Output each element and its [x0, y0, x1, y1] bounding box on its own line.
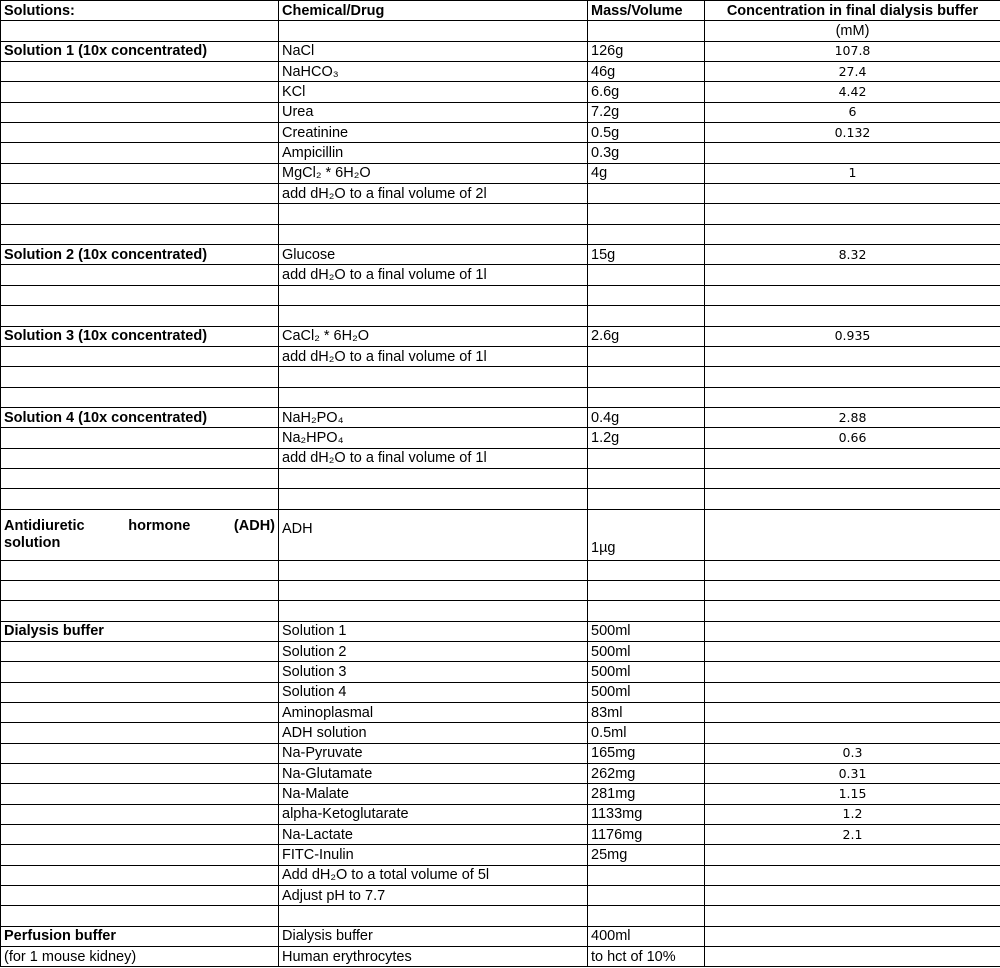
- concentration-cell: [705, 703, 1000, 723]
- solution-cell: [1, 265, 279, 285]
- table-row: [1, 947, 1000, 967]
- table-cell: [588, 21, 705, 41]
- table-row: [1, 641, 1000, 661]
- mass-cell: [588, 580, 705, 600]
- table-body-solutions: [1, 41, 1000, 509]
- concentration-cell: [705, 601, 1000, 621]
- concentration-cell: [705, 346, 1000, 366]
- header-concentration: Concentration in final dialysis buffer: [705, 1, 1000, 21]
- chemical-cell: NaHCO₃: [279, 62, 588, 82]
- solution-cell: [1, 306, 279, 326]
- table-row: [1, 468, 1000, 488]
- solution-cell: [1, 865, 279, 885]
- solution-cell: Solution 1 (10x concentrated): [1, 41, 279, 61]
- concentration-cell: 4.42: [705, 82, 1000, 102]
- solution-cell: [1, 82, 279, 102]
- chemical-cell: [279, 601, 588, 621]
- header-row: [1, 1, 1000, 21]
- solution-cell: [1, 143, 279, 163]
- chemical-cell: [279, 489, 588, 509]
- chemical-cell: [279, 224, 588, 244]
- table-row: [1, 163, 1000, 183]
- solution-cell: [1, 367, 279, 387]
- table-row: [1, 886, 1000, 906]
- mass-cell: 4g: [588, 163, 705, 183]
- mass-cell: [588, 468, 705, 488]
- solution-cell: [1, 682, 279, 702]
- solution-cell: [1, 489, 279, 509]
- table-row: [1, 723, 1000, 743]
- solution-cell: [1, 204, 279, 224]
- concentration-cell: [705, 865, 1000, 885]
- table-row: [1, 184, 1000, 204]
- chemical-cell: Glucose: [279, 245, 588, 265]
- table-row: [1, 825, 1000, 845]
- table-row: [1, 407, 1000, 427]
- table-row: [1, 580, 1000, 600]
- solution-cell: [1, 580, 279, 600]
- adh-mass: 1µg: [588, 509, 705, 560]
- mass-cell: 500ml: [588, 662, 705, 682]
- concentration-cell: [705, 723, 1000, 743]
- mass-cell: 0.4g: [588, 407, 705, 427]
- concentration-cell: [705, 204, 1000, 224]
- chemical-cell: Adjust pH to 7.7: [279, 886, 588, 906]
- mass-cell: [588, 387, 705, 407]
- mass-cell: [588, 224, 705, 244]
- mass-cell: 0.3g: [588, 143, 705, 163]
- mass-cell: 7.2g: [588, 102, 705, 122]
- mass-cell: [588, 448, 705, 468]
- concentration-cell: 1: [705, 163, 1000, 183]
- solution-cell: (for 1 mouse kidney): [1, 947, 279, 967]
- header-chemical: Chemical/Drug: [279, 1, 588, 21]
- concentration-cell: [705, 285, 1000, 305]
- chemical-cell: Human erythrocytes: [279, 947, 588, 967]
- table-row: [1, 387, 1000, 407]
- chemical-cell: Na-Pyruvate: [279, 743, 588, 763]
- chemical-cell: add dH₂O to a final volume of 2l: [279, 184, 588, 204]
- table-row: [1, 62, 1000, 82]
- chemical-cell: Solution 2: [279, 641, 588, 661]
- mass-cell: to hct of 10%: [588, 947, 705, 967]
- mass-cell: 25mg: [588, 845, 705, 865]
- table-row: [1, 601, 1000, 621]
- solution-cell: [1, 662, 279, 682]
- header-solutions: Solutions:: [1, 1, 279, 21]
- concentration-cell: [705, 641, 1000, 661]
- table-row: [1, 804, 1000, 824]
- table-row: [1, 764, 1000, 784]
- table-row: [1, 489, 1000, 509]
- mass-cell: [588, 285, 705, 305]
- adh-label-line2: solution: [4, 534, 61, 551]
- mass-cell: 2.6g: [588, 326, 705, 346]
- mass-cell: [588, 601, 705, 621]
- chemical-cell: NaCl: [279, 41, 588, 61]
- chemical-cell: add dH₂O to a final volume of 1l: [279, 346, 588, 366]
- concentration-cell: [705, 682, 1000, 702]
- solution-cell: [1, 224, 279, 244]
- mass-cell: 83ml: [588, 703, 705, 723]
- chemical-cell: Na-Glutamate: [279, 764, 588, 784]
- mass-cell: [588, 306, 705, 326]
- concentration-cell: 1.2: [705, 804, 1000, 824]
- table-row: [1, 428, 1000, 448]
- mass-cell: [588, 265, 705, 285]
- table-row-adh: [1, 509, 1000, 560]
- mass-cell: 0.5g: [588, 123, 705, 143]
- unit-row: [1, 21, 1000, 41]
- mass-cell: 1176mg: [588, 825, 705, 845]
- solution-cell: [1, 448, 279, 468]
- solution-cell: [1, 723, 279, 743]
- solution-cell: [1, 123, 279, 143]
- chemical-cell: [279, 204, 588, 224]
- solution-cell: Solution 2 (10x concentrated): [1, 245, 279, 265]
- concentration-cell: 1.15: [705, 784, 1000, 804]
- adh-solution-label: [1, 509, 279, 560]
- chemical-cell: add dH₂O to a final volume of 1l: [279, 265, 588, 285]
- chemical-cell: [279, 387, 588, 407]
- concentration-cell: 6: [705, 102, 1000, 122]
- chemical-cell: ADH solution: [279, 723, 588, 743]
- solution-cell: [1, 906, 279, 926]
- concentration-cell: [705, 224, 1000, 244]
- concentration-cell: [705, 580, 1000, 600]
- table-row: [1, 662, 1000, 682]
- concentration-cell: 0.31: [705, 764, 1000, 784]
- table-row: [1, 143, 1000, 163]
- concentration-cell: [705, 886, 1000, 906]
- concentration-cell: 0.66: [705, 428, 1000, 448]
- mass-cell: 15g: [588, 245, 705, 265]
- concentration-cell: [705, 184, 1000, 204]
- concentration-cell: [705, 947, 1000, 967]
- table-row: [1, 448, 1000, 468]
- table-row: [1, 682, 1000, 702]
- chemical-cell: Solution 3: [279, 662, 588, 682]
- chemical-cell: NaH₂PO₄: [279, 407, 588, 427]
- adh-chemical: ADH: [279, 509, 588, 560]
- mass-cell: 400ml: [588, 926, 705, 946]
- mass-cell: 500ml: [588, 641, 705, 661]
- chemical-cell: CaCl₂ * 6H₂O: [279, 326, 588, 346]
- solution-cell: [1, 703, 279, 723]
- mass-cell: [588, 560, 705, 580]
- adh-concentration: [705, 509, 1000, 560]
- table-row: [1, 703, 1000, 723]
- chemical-cell: alpha-Ketoglutarate: [279, 804, 588, 824]
- solution-cell: [1, 428, 279, 448]
- table-row: [1, 245, 1000, 265]
- concentration-cell: [705, 143, 1000, 163]
- solution-cell: [1, 886, 279, 906]
- table-row: [1, 123, 1000, 143]
- chemical-cell: Na₂HPO₄: [279, 428, 588, 448]
- chemical-cell: [279, 560, 588, 580]
- mass-cell: 126g: [588, 41, 705, 61]
- table-row: [1, 865, 1000, 885]
- mass-cell: 1.2g: [588, 428, 705, 448]
- table-row: [1, 285, 1000, 305]
- chemical-cell: [279, 285, 588, 305]
- solution-cell: [1, 346, 279, 366]
- table-row: [1, 743, 1000, 763]
- concentration-cell: 8.32: [705, 245, 1000, 265]
- table-row: [1, 326, 1000, 346]
- solution-cell: [1, 163, 279, 183]
- table-row: [1, 906, 1000, 926]
- chemical-cell: Na-Lactate: [279, 825, 588, 845]
- chemical-cell: Aminoplasmal: [279, 703, 588, 723]
- solution-cell: [1, 601, 279, 621]
- table-row: [1, 82, 1000, 102]
- concentration-cell: 0.132: [705, 123, 1000, 143]
- table-row: [1, 102, 1000, 122]
- mass-cell: [588, 204, 705, 224]
- solution-cell: [1, 468, 279, 488]
- chemical-cell: Ampicillin: [279, 143, 588, 163]
- concentration-cell: [705, 621, 1000, 641]
- table-row: [1, 224, 1000, 244]
- adh-label-line1: Antidiuretic hormone (ADH): [4, 517, 275, 534]
- chemical-cell: Na-Malate: [279, 784, 588, 804]
- concentration-cell: [705, 906, 1000, 926]
- concentration-cell: [705, 845, 1000, 865]
- concentration-cell: 2.1: [705, 825, 1000, 845]
- solution-cell: [1, 102, 279, 122]
- mass-cell: 281mg: [588, 784, 705, 804]
- solution-cell: Dialysis buffer: [1, 621, 279, 641]
- header-unit: (mM): [705, 21, 1000, 41]
- concentration-cell: [705, 387, 1000, 407]
- chemical-cell: [279, 468, 588, 488]
- mass-cell: 1133mg: [588, 804, 705, 824]
- solution-cell: Solution 3 (10x concentrated): [1, 326, 279, 346]
- table-body-buffers: [1, 560, 1000, 967]
- chemical-cell: Urea: [279, 102, 588, 122]
- table-row: [1, 41, 1000, 61]
- chemical-cell: [279, 906, 588, 926]
- solution-cell: [1, 743, 279, 763]
- chemical-cell: FITC-Inulin: [279, 845, 588, 865]
- concentration-cell: [705, 489, 1000, 509]
- table-row: [1, 784, 1000, 804]
- table-row: [1, 560, 1000, 580]
- solution-cell: [1, 387, 279, 407]
- table-row: [1, 346, 1000, 366]
- chemical-cell: MgCl₂ * 6H₂O: [279, 163, 588, 183]
- table-row: [1, 204, 1000, 224]
- chemical-cell: Solution 1: [279, 621, 588, 641]
- chemical-cell: Add dH₂O to a total volume of 5l: [279, 865, 588, 885]
- mass-cell: [588, 184, 705, 204]
- mass-cell: 6.6g: [588, 82, 705, 102]
- mass-cell: [588, 886, 705, 906]
- table-row: [1, 367, 1000, 387]
- chemical-cell: add dH₂O to a final volume of 1l: [279, 448, 588, 468]
- table-row: [1, 265, 1000, 285]
- solution-cell: [1, 784, 279, 804]
- table-cell: [1, 21, 279, 41]
- chemical-cell: [279, 580, 588, 600]
- concentration-cell: [705, 662, 1000, 682]
- solution-cell: [1, 184, 279, 204]
- table-row: [1, 621, 1000, 641]
- header-mass: Mass/Volume: [588, 1, 705, 21]
- mass-cell: 165mg: [588, 743, 705, 763]
- concentration-cell: [705, 367, 1000, 387]
- mass-cell: 500ml: [588, 682, 705, 702]
- concentration-cell: 107.8: [705, 41, 1000, 61]
- solution-cell: [1, 560, 279, 580]
- concentration-cell: [705, 265, 1000, 285]
- concentration-cell: 2.88: [705, 407, 1000, 427]
- solution-cell: Solution 4 (10x concentrated): [1, 407, 279, 427]
- concentration-cell: [705, 560, 1000, 580]
- chemical-cell: Dialysis buffer: [279, 926, 588, 946]
- concentration-cell: 0.3: [705, 743, 1000, 763]
- chemical-cell: [279, 306, 588, 326]
- table-body-adh: [1, 509, 1000, 560]
- mass-cell: [588, 489, 705, 509]
- mass-cell: [588, 367, 705, 387]
- solution-cell: [1, 845, 279, 865]
- solution-cell: [1, 641, 279, 661]
- mass-cell: [588, 346, 705, 366]
- mass-cell: [588, 906, 705, 926]
- solution-cell: [1, 285, 279, 305]
- solution-cell: [1, 804, 279, 824]
- chemical-cell: KCl: [279, 82, 588, 102]
- table-cell: [279, 21, 588, 41]
- table-row: [1, 845, 1000, 865]
- solution-cell: [1, 764, 279, 784]
- table-row: [1, 926, 1000, 946]
- mass-cell: [588, 865, 705, 885]
- mass-cell: 262mg: [588, 764, 705, 784]
- chemical-cell: [279, 367, 588, 387]
- table-row: [1, 306, 1000, 326]
- solution-cell: [1, 62, 279, 82]
- concentration-cell: [705, 448, 1000, 468]
- solution-cell: [1, 825, 279, 845]
- concentration-cell: 27.4: [705, 62, 1000, 82]
- concentration-cell: 0.935: [705, 326, 1000, 346]
- concentration-cell: [705, 926, 1000, 946]
- mass-cell: 500ml: [588, 621, 705, 641]
- chemical-cell: Creatinine: [279, 123, 588, 143]
- solution-cell: Perfusion buffer: [1, 926, 279, 946]
- mass-cell: 46g: [588, 62, 705, 82]
- mass-cell: 0.5ml: [588, 723, 705, 743]
- chemical-cell: Solution 4: [279, 682, 588, 702]
- concentration-cell: [705, 306, 1000, 326]
- concentration-cell: [705, 468, 1000, 488]
